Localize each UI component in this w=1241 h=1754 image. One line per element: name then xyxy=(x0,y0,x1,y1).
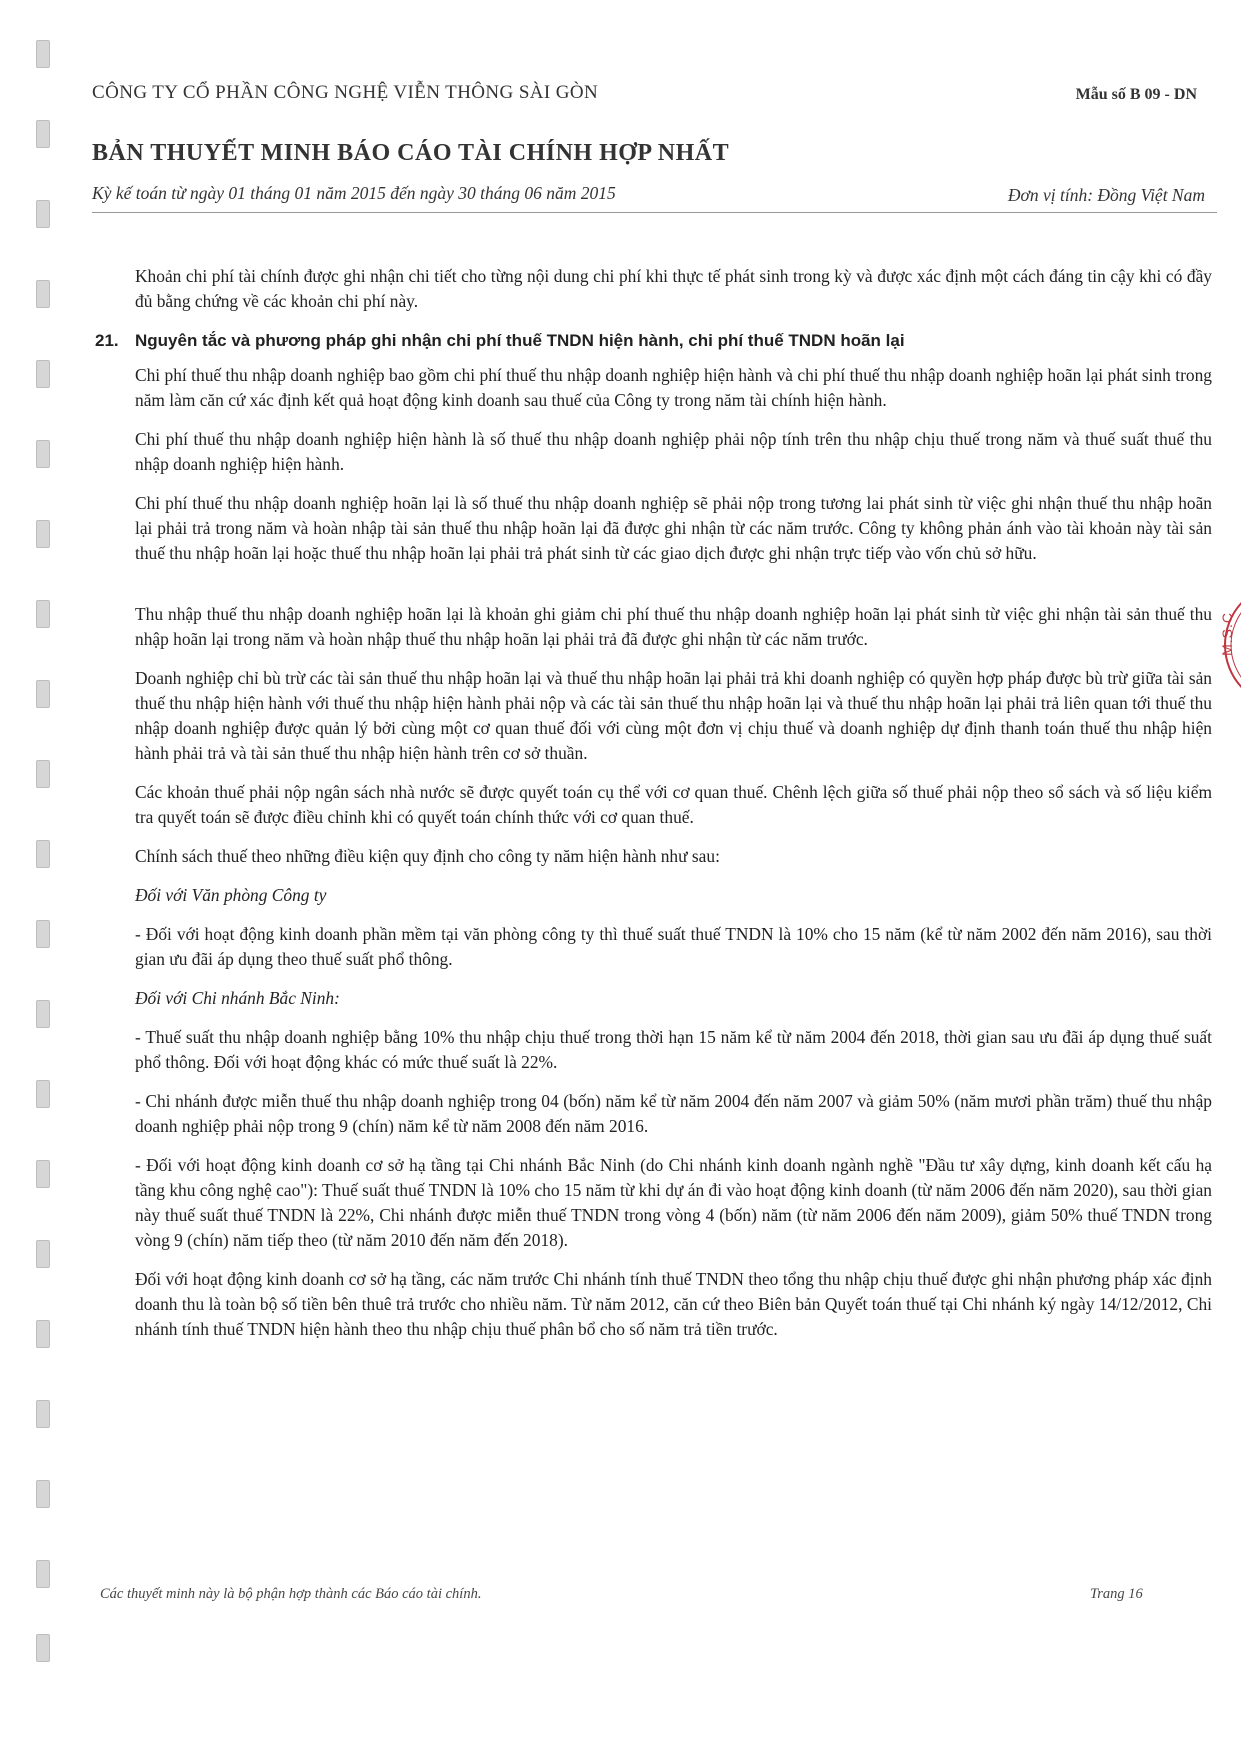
stamp-text: M.S.C xyxy=(1219,612,1235,656)
paragraph: Thu nhập thuế thu nhập doanh nghiệp hoãn lại là khoản ghi giảm chi phí thuế thu nhập doanh nghiệp hoãn lại phát sinh từ việc ghi nhận tài sản thuế thu nhập hoãn lại trong năm và hoàn nhập thuế thu nhập hoãn lại phải trả đã được ghi nhận từ các năm trước. xyxy=(135,604,1212,649)
paragraph: Chi phí thuế thu nhập doanh nghiệp hoãn lại là số thuế thu nhập doanh nghiệp sẽ phải nộp trong tương lai phát sinh từ việc ghi nhận thuế thu nhập hoãn lại phải trả trong năm và hoàn nhập tài sản thuế thu nhập hoãn lại đã được ghi nhận từ các năm trước. Công ty không phản ánh vào tài khoản này tài sản thuế thu nhập hoãn lại hoặc thuế thu nhập hoãn lại phải trả phát sinh từ các giao dịch được ghi nhận trực tiếp vào vốn chủ sở hữu. xyxy=(135,493,1212,563)
list-item: - Đối với hoạt động kinh doanh phần mềm tại văn phòng công ty thì thuế suất thuế TNDN là 10% cho 15 năm (kể từ năm 2002 đến năm 2016), sau thời gian ưu đãi áp dụng theo thuế suất phổ thông. xyxy=(135,924,1212,969)
paragraph: Chính sách thuế theo những điều kiện quy định cho công ty năm hiện hành như sau: xyxy=(135,846,720,866)
section-heading xyxy=(95,328,1212,353)
company-stamp xyxy=(1217,590,1241,700)
page-header xyxy=(92,0,1217,210)
intro-paragraph: Khoản chi phí tài chính được ghi nhận chi tiết cho từng nội dung chi phí khi thực tế phát sinh trong kỳ và được xác định một cách đáng tin cậy khi có đầy đủ bằng chứng về các khoản chi phí này. xyxy=(135,266,1212,311)
footer-note: Các thuyết minh này là bộ phận hợp thành các Báo cáo tài chính. xyxy=(100,1586,482,1602)
paragraph: Đối với hoạt động kinh doanh cơ sở hạ tầng, các năm trước Chi nhánh tính thuế TNDN theo tổng thu nhập chịu thuế được ghi nhận phương pháp xác định doanh thu là toàn bộ số tiền bên thuê trả trước cho nhiều năm. Từ năm 2012, căn cứ theo Biên bản Quyết toán thuế tại Chi nhánh ký ngày 14/12/2012, Chi nhánh tính thuế TNDN hiện hành theo thu nhập chịu thuế phân bổ cho số năm trả tiền trước. xyxy=(135,1269,1212,1339)
form-number: Mẫu số B 09 - DN xyxy=(1075,86,1197,103)
document-title: BẢN THUYẾT MINH BÁO CÁO TÀI CHÍNH HỢP NHẤT xyxy=(92,140,730,166)
paragraph: Các khoản thuế phải nộp ngân sách nhà nước sẽ được quyết toán cụ thể với cơ quan thuế. Chênh lệch giữa số thuế phải nộp theo sổ sách và số liệu kiểm tra quyết toán sẽ được điều chỉnh khi có quyết toán chính thức với cơ quan thuế. xyxy=(135,782,1212,827)
paragraph: Chi phí thuế thu nhập doanh nghiệp hiện hành là số thuế thu nhập doanh nghiệp phải nộp tính trên thu nhập chịu thuế trong năm và thuế suất thuế thu nhập doanh nghiệp hiện hành. xyxy=(135,429,1212,474)
company-name: CÔNG TY CỔ PHẦN CÔNG NGHỆ VIỄN THÔNG SÀI GÒN xyxy=(92,82,599,103)
page-number: Trang 16 xyxy=(1090,1586,1143,1602)
reporting-period: Kỳ kế toán từ ngày 01 tháng 01 năm 2015 đến ngày 30 tháng 06 năm 2015 xyxy=(92,183,616,203)
section-number: 21. xyxy=(95,331,119,350)
binding-holes xyxy=(30,40,54,1660)
header-divider xyxy=(92,212,1217,213)
subsection-title: Đối với Chi nhánh Bắc Ninh: xyxy=(135,988,340,1008)
subsection-title: Đối với Văn phòng Công ty xyxy=(135,885,327,905)
document-body xyxy=(95,264,1212,1356)
paragraph: Doanh nghiệp chỉ bù trừ các tài sản thuế thu nhập hoãn lại và thuế thu nhập hoãn lại phải trả khi doanh nghiệp có quyền hợp pháp được bù trừ giữa tài sản thuế thu nhập hiện hành với thuế thu nhập hiện hành phải nộp và các tài sản thuế thu nhập hoãn lại và thuế thu nhập hoãn lại phải trả liên quan tới thuế thu nhập doanh nghiệp được quản lý bởi cùng một cơ quan thuế đối với cùng một đơn vị chịu thuế và doanh nghiệp dự định thanh toán thuế thu nhập hiện hành phải trả và tài sản thuế thu nhập hiện hành trên cơ sở thuần. xyxy=(135,668,1212,763)
list-item: - Chi nhánh được miễn thuế thu nhập doanh nghiệp trong 04 (bốn) năm kể từ năm 2004 đến năm 2007 và giảm 50% (năm mươi phần trăm) thuế thu nhập doanh nghiệp phải nộp trong 9 (chín) năm kể từ năm 2008 đến năm 2016. xyxy=(135,1091,1212,1136)
list-item: - Đối với hoạt động kinh doanh cơ sở hạ tầng tại Chi nhánh Bắc Ninh (do Chi nhánh kinh doanh ngành nghề "Đầu tư xây dựng, kinh doanh kết cấu hạ tầng khu công nghệ cao"): Thuế suất thuế TNDN là 10% cho 15 năm từ khi dự án đi vào hoạt động kinh doanh (từ năm 2006 đến năm 2020), sau thời gian này thuế suất thuế TNDN là 22%, Chi nhánh được miễn thuế TNDN trong vòng 4 (bốn) năm (từ năm 2006 đến năm 2009), giảm 50% thuế TNDN trong vòng 9 (chín) năm tiếp theo (từ năm 2010 đến năm đến 2018). xyxy=(135,1155,1212,1250)
currency-unit: Đơn vị tính: Đồng Việt Nam xyxy=(1007,185,1205,205)
list-item: - Thuế suất thu nhập doanh nghiệp bằng 10% thu nhập chịu thuế trong thời hạn 15 năm kể từ năm 2004 đến 2018, thời gian sau ưu đãi áp dụng thuế suất phổ thông. Đối với hoạt động khác có mức thuế suất là 22%. xyxy=(135,1027,1212,1072)
section-title: Nguyên tắc và phương pháp ghi nhận chi phí thuế TNDN hiện hành, chi phí thuế TNDN hoãn lại xyxy=(135,331,905,350)
spacer xyxy=(135,580,1212,602)
paragraph: Chi phí thuế thu nhập doanh nghiệp bao gồm chi phí thuế thu nhập doanh nghiệp hiện hành và chi phí thuế thu nhập doanh nghiệp hoãn lại phát sinh trong năm làm căn cứ xác định kết quả hoạt động kinh doanh sau thuế của Công ty trong năm tài chính hiện hành. xyxy=(135,365,1212,410)
